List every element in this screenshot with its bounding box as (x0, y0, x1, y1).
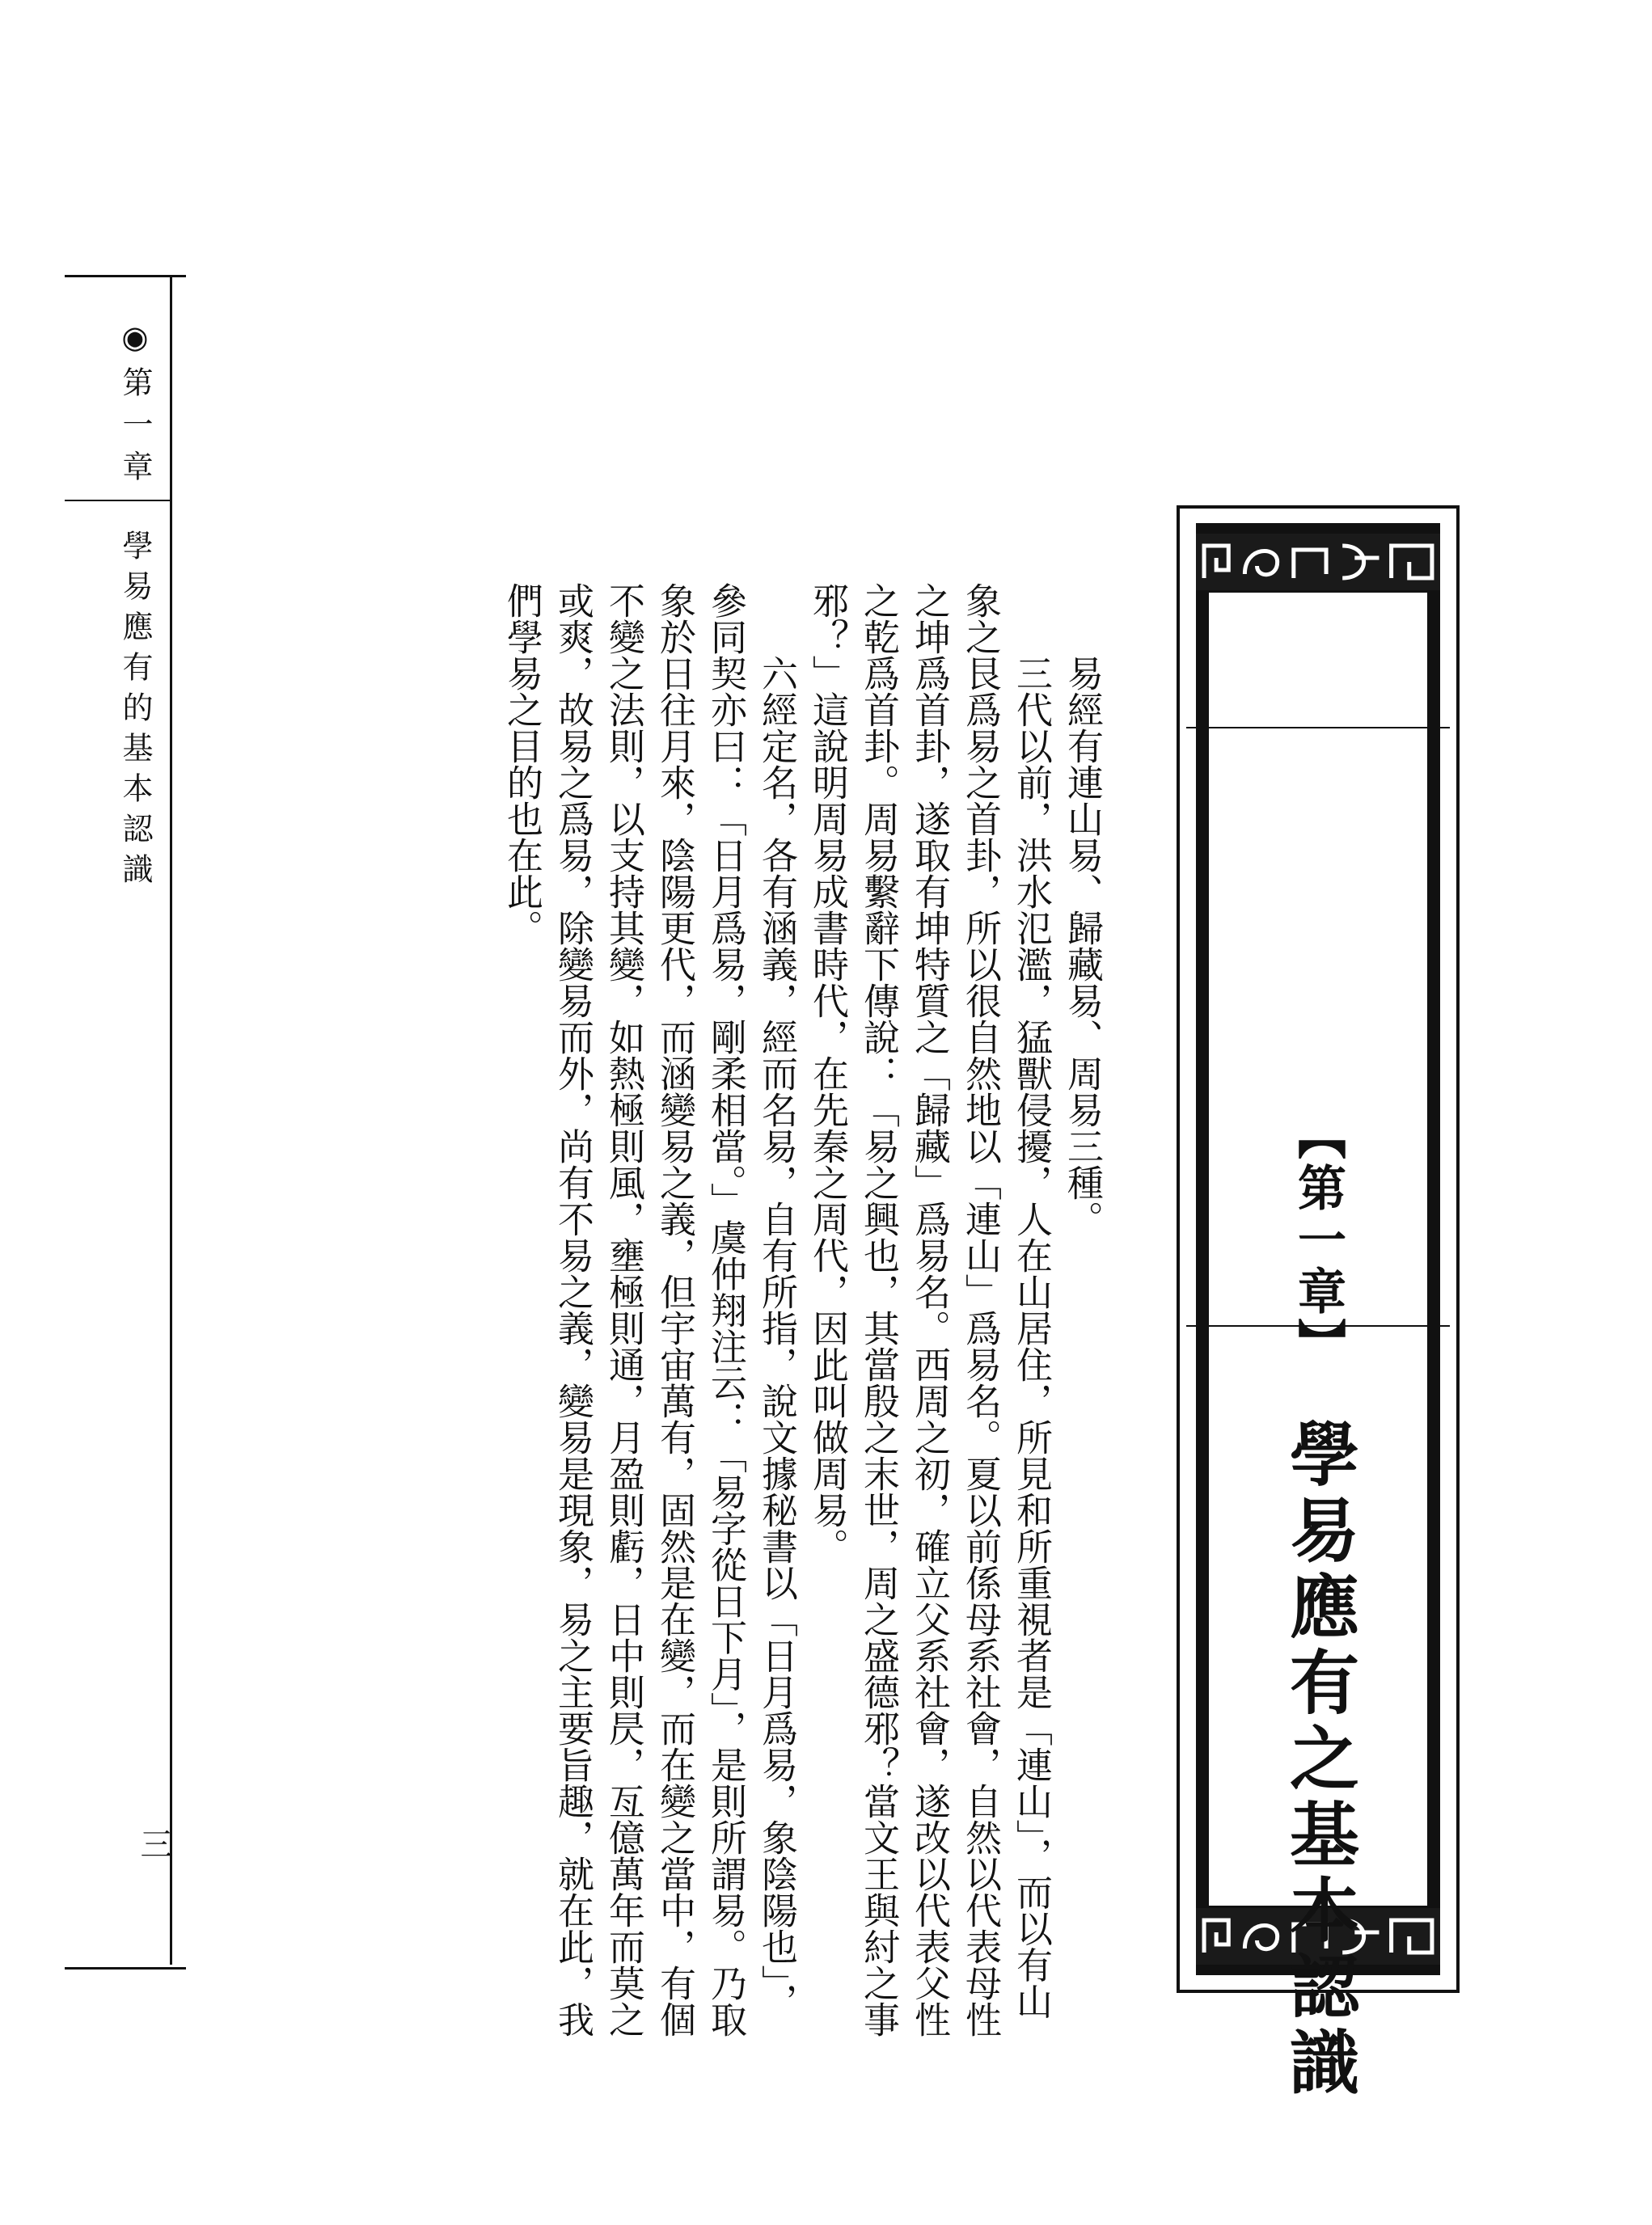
title-rule-top (1186, 727, 1450, 728)
ornament-band-top (1196, 531, 1440, 593)
running-title: 學易應有的基本認識 (117, 530, 153, 893)
ornament-pattern-icon (1196, 534, 1440, 590)
margin-divider (65, 500, 170, 501)
chapter-title-box (1177, 505, 1460, 2102)
body-text (291, 582, 1108, 2037)
page-number: 三 (135, 1827, 172, 1860)
chapter-label: 【第一章】 (1290, 1111, 1346, 1370)
margin-rule (170, 275, 172, 1965)
paragraph-2: 三代以前，洪水氾濫，猛獸侵擾，人在山居住，所見和所重視者是「連山」，而以有山象之艮爲易之首卦，所以很自然地以「連山」爲易名。夏以前係母系社會，自然以代表母性之坤爲首卦，遂取有坤特質之「歸藏」爲易名。西周之初，確立父系社會，遂改以代表父性之乾爲首卦。周易繫辭下傳說：「易之興也，其當殷之末世，周之盛德邪？當文王與紂之事邪？」這說明周易成書時代，在先秦之周代，因此叫做周易。 (806, 582, 1053, 2037)
chapter-title: 學易應有之基本認識 (1278, 1418, 1359, 2102)
running-chapter-label: ◉第一章 (117, 319, 153, 492)
paragraph-3: 六經定名，各有涵義，經而名易，自有所指，說文據秘書以「日月爲易，象陰陽也」，參同契亦曰：「日月爲易，剛柔相當。」虞仲翔注云：「易字從日下月」，是則所謂易。乃取象於日往月來，陰陽更代，而涵變易之義，但宇宙萬有，固然是在變，而在變之當中，有個不變之法則，以支持其變，如熱極則風，壅極則通，月盈則虧，日中則昃，亙億萬年而莫之或爽，故易之爲易，除變易而外，尚有不易之義，變易是現象，易之主要旨趣，就在此，我們學易之目的也在此。 (501, 582, 798, 2037)
paragraph-1: 易經有連山易、歸藏易、周易三種。 (1061, 655, 1104, 1237)
